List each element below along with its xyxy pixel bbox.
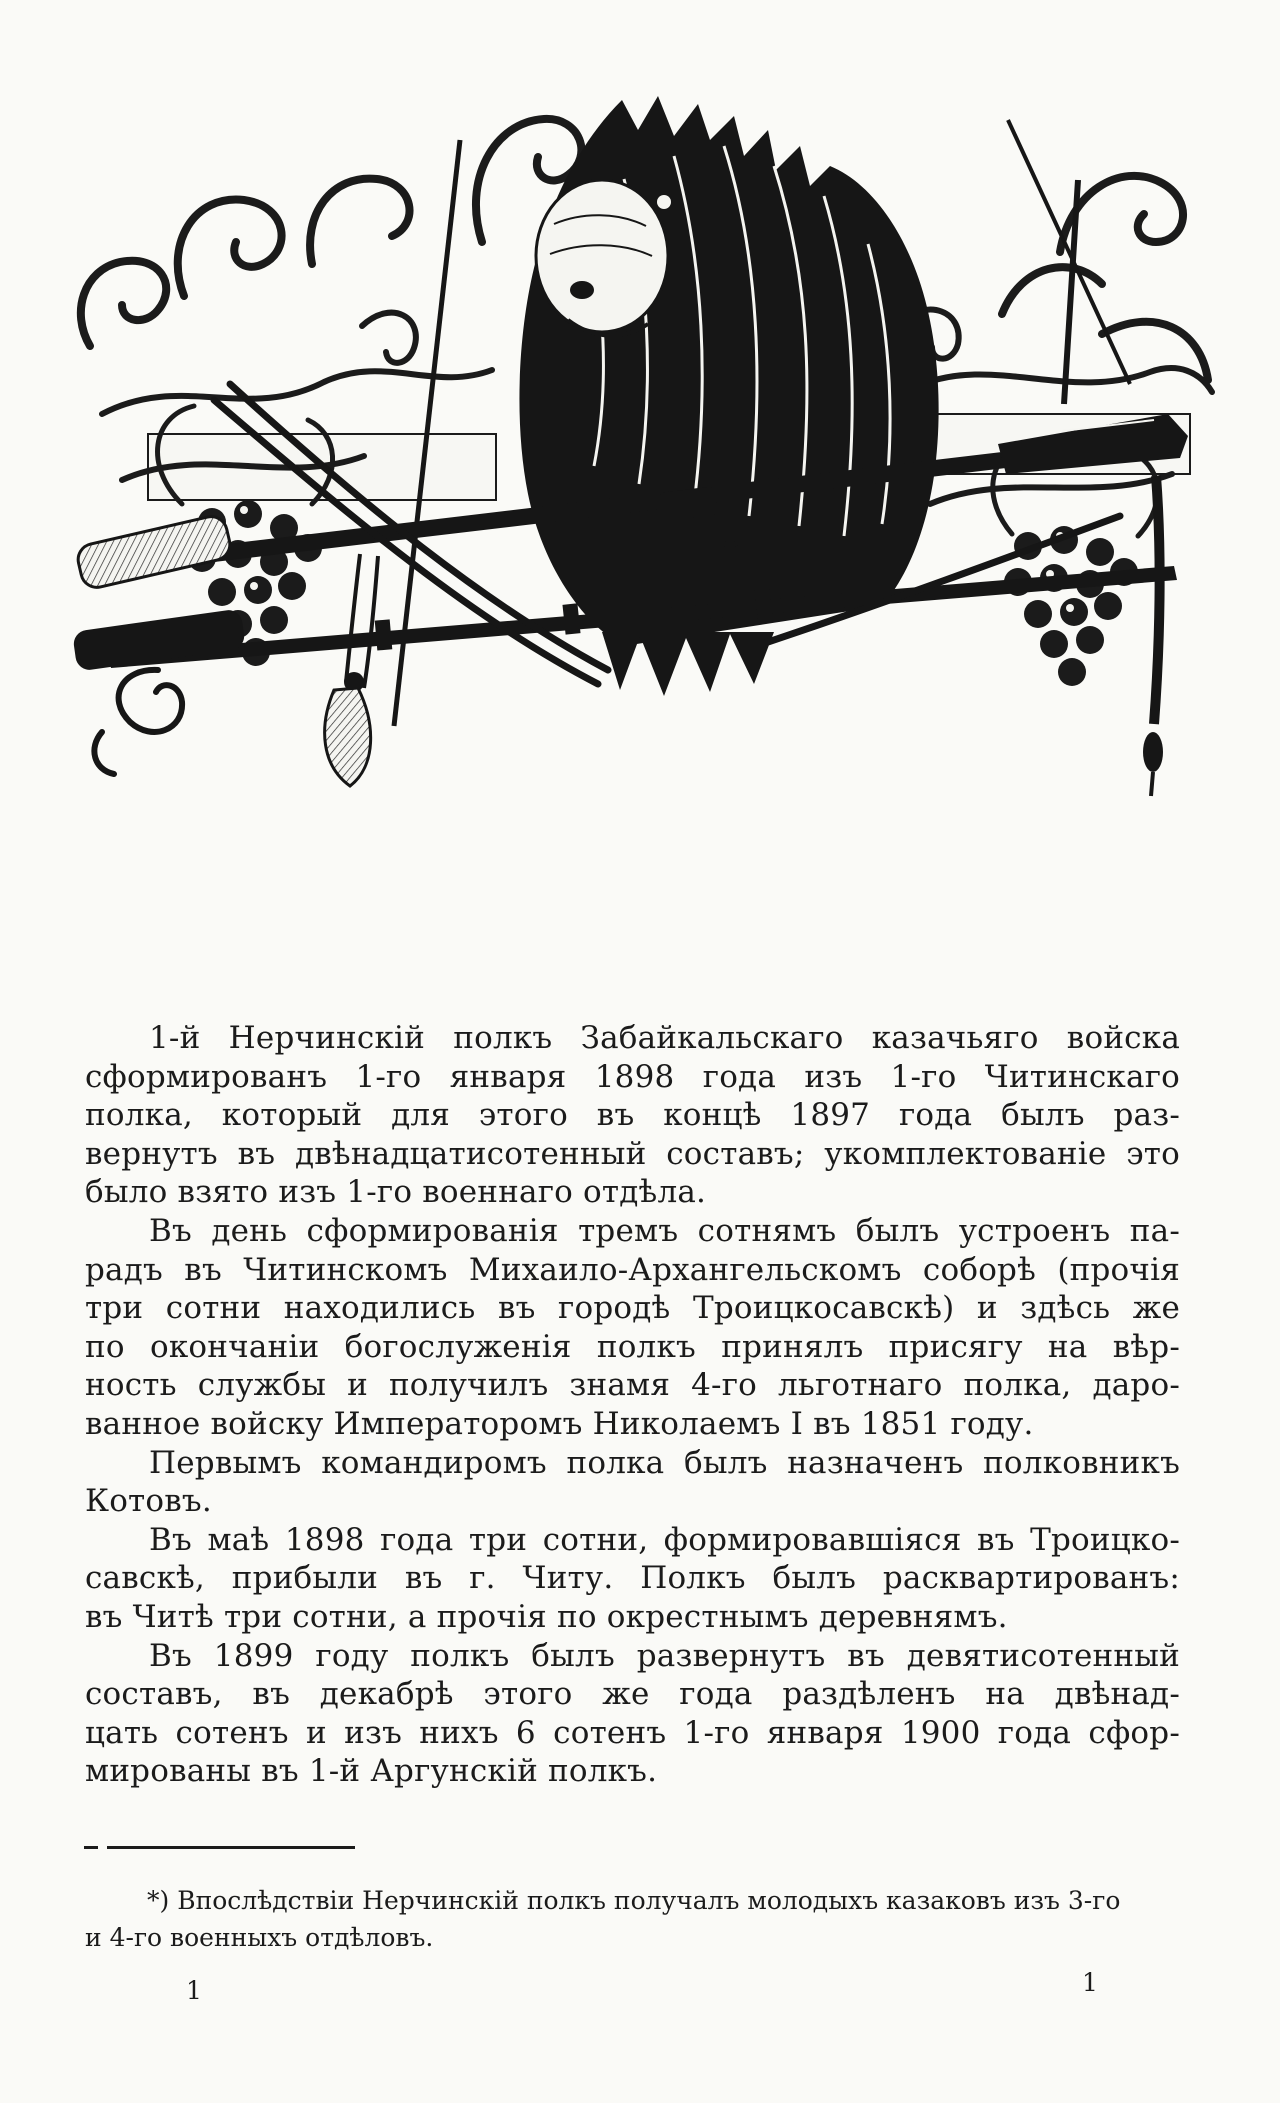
body-text-line: Въ маѣ 1898 года три сотни, формировавшіяся въ Троицко- <box>149 1521 1180 1558</box>
body-text <box>85 1019 1180 1791</box>
footnote-separator <box>84 1846 356 1849</box>
body-text-line: полка, который для этого въ концѣ 1897 года былъ раз- <box>85 1097 1180 1134</box>
body-text-line: 1-й Нерчинскій полкъ Забайкальскаго казачьяго войска <box>149 1020 1180 1056</box>
body-text-line: ность службы и получилъ знамя 4-го льготнаго полка, даро- <box>85 1367 1180 1404</box>
body-text-line: Въ день сформированія тремъ сотнямъ былъ устроенъ па- <box>149 1212 1180 1249</box>
footnote-line: и 4-го военныхъ отдѣловъ. <box>85 1923 434 1952</box>
scroll-volutes <box>94 670 182 774</box>
body-text-line: въ Читѣ три сотни, а прочія по окрестнымъ деревнямъ. <box>85 1598 1008 1635</box>
body-text-line: мированы въ 1-й Аргунскій полкъ. <box>85 1753 658 1790</box>
body-text-line: три сотни находились въ городѣ Троицкосавскѣ) и здѣсь же <box>85 1290 1180 1327</box>
footnote-line: *) Впослѣдствіи Нерчинскій полкъ получалъ молодыхъ казаковъ изъ 3-го <box>147 1886 1121 1915</box>
page-number-right: 1 <box>1082 1968 1098 1997</box>
body-text-line: радъ въ Читинскомъ Михаило-Архангельскомъ соборѣ (прочія <box>85 1251 1180 1288</box>
body-text-line: по окончаніи богослуженія полкъ принялъ присягу на вѣр- <box>85 1328 1180 1365</box>
body-text-line: было взято изъ 1-го военнаго отдѣла. <box>85 1174 707 1211</box>
page-number-left: 1 <box>186 1976 202 2005</box>
body-text-line: вернутъ въ двѣнадцатисотенный составъ; укомплектованіе это <box>85 1135 1180 1172</box>
body-text-line: сформированъ 1-го января 1898 года изъ 1-го Читинскаго <box>85 1058 1180 1095</box>
body-text-line: составъ, въ декабрѣ этого же года раздѣленъ на двѣнад- <box>85 1676 1180 1713</box>
body-text-line: цать сотенъ и изъ нихъ 6 сотенъ 1-го января 1900 года сфор- <box>85 1714 1180 1751</box>
body-text-line: Котовъ. <box>85 1483 212 1520</box>
separator-dash <box>84 1846 98 1849</box>
headpiece-engraving <box>62 84 1217 809</box>
separator-rule <box>107 1846 355 1849</box>
footnote <box>85 1882 1185 1956</box>
body-text-line: Въ 1899 году полкъ былъ развернутъ въ девятисотенный <box>149 1637 1180 1674</box>
body-text-line: савскѣ, прибыли въ г. Читу. Полкъ былъ расквартированъ: <box>85 1560 1180 1597</box>
body-text-line: Первымъ командиромъ полка былъ назначенъ полковникъ <box>149 1444 1180 1481</box>
tassel <box>325 554 378 786</box>
body-text-line: ванное войску Императоромъ Николаемъ I въ 1851 году. <box>85 1405 1034 1442</box>
